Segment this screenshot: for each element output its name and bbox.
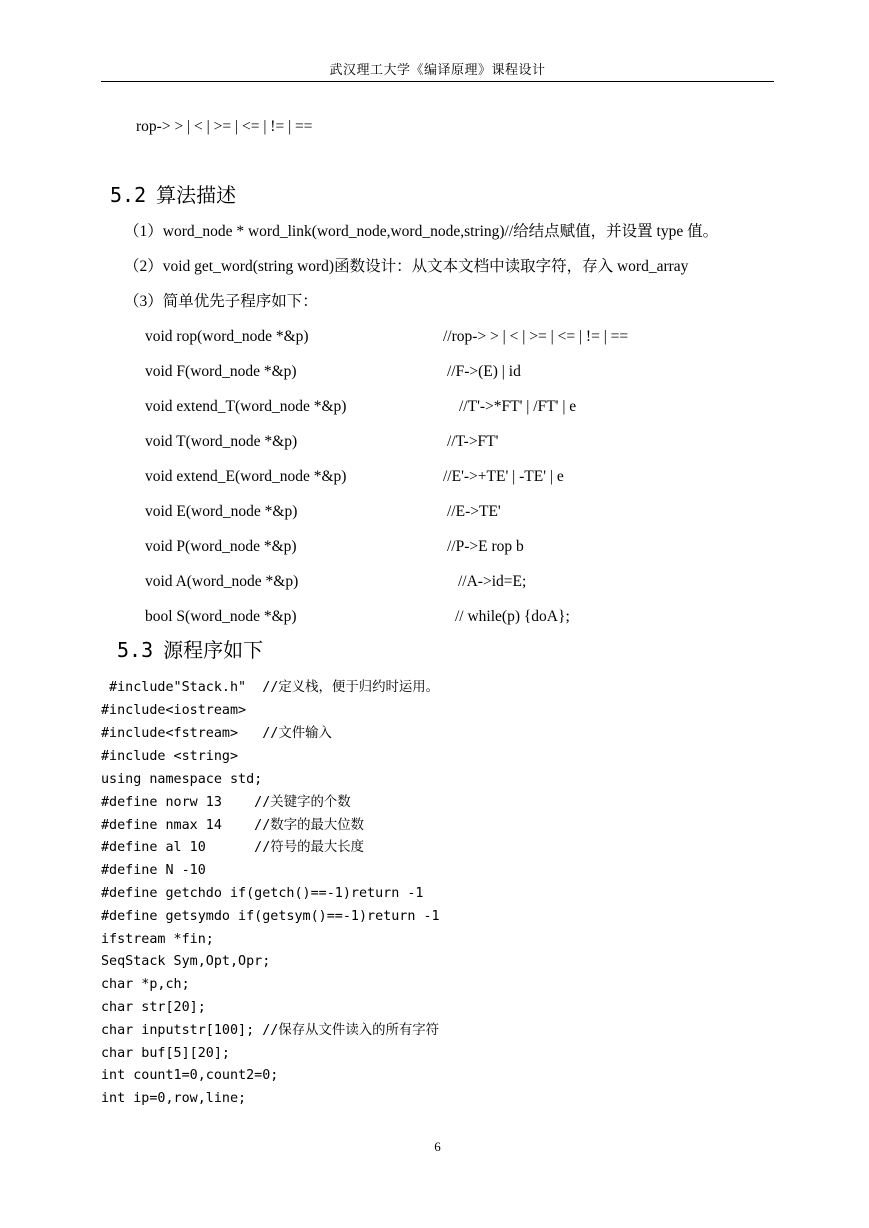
function-comment: //A->id=E;: [458, 573, 527, 590]
code-line: char buf[5][20];: [101, 1046, 230, 1061]
code-line: using namespace std;: [101, 772, 263, 787]
function-signature: void P(word_node *&p): [145, 538, 297, 555]
function-signature: void extend_E(word_node *&p): [145, 468, 347, 485]
code-line: ifstream *fin;: [101, 932, 214, 947]
code-line: #include <string>: [101, 749, 239, 764]
code-line: char inputstr[100]; //保存从文件读入的所有字符: [101, 1023, 440, 1038]
code-line: int count1=0,count2=0;: [101, 1068, 279, 1083]
code-line: char str[20];: [101, 1000, 206, 1015]
section-5-3-number: 5.3: [117, 638, 154, 662]
code-line: #define al 10 //符号的最大长度: [101, 840, 365, 855]
function-signature: void T(word_node *&p): [145, 433, 298, 450]
function-signature: void E(word_node *&p): [145, 503, 298, 520]
algorithm-item-1: （1）word_node * word_link(word_node,word_node,string)//给结点赋值，并设置 type 值。: [124, 223, 719, 240]
function-comment: //F->(E) | id: [447, 363, 521, 380]
function-signature: void F(word_node *&p): [145, 363, 297, 380]
code-line: #include<fstream> //文件输入: [101, 726, 332, 741]
function-signature: void extend_T(word_node *&p): [145, 398, 347, 415]
function-comment: //E->TE': [447, 503, 501, 520]
section-5-2-number: 5.2: [110, 183, 147, 207]
function-comment: //rop-> > | < | >= | <= | != | ==: [443, 328, 629, 345]
code-line: #define getchdo if(getch()==-1)return -1: [101, 886, 424, 901]
code-line: SeqStack Sym,Opt,Opr;: [101, 954, 271, 969]
header-rule: [101, 81, 774, 82]
code-line: #define norw 13 //关键字的个数: [101, 795, 351, 810]
function-comment: //T->FT': [447, 433, 499, 450]
function-comment: //E'->+TE' | -TE' | e: [443, 468, 564, 485]
function-comment: // while(p) {doA};: [455, 608, 570, 625]
section-5-2-title: 算法描述: [156, 183, 237, 207]
section-5-3-title: 源程序如下: [163, 638, 264, 662]
function-comment: //P->E rop b: [447, 538, 524, 555]
function-comment: //T'->*FT' | /FT' | e: [459, 398, 577, 415]
function-signature: void rop(word_node *&p): [145, 328, 309, 345]
algorithm-item-3: （3）简单优先子程序如下：: [124, 293, 318, 310]
code-line: char *p,ch;: [101, 977, 190, 992]
function-signature: void A(word_node *&p): [145, 573, 299, 590]
code-line: #include"Stack.h" //定义栈，便于归约时运用。: [101, 680, 440, 695]
code-line: #include<iostream>: [101, 703, 247, 718]
code-line: #define nmax 14 //数字的最大位数: [101, 818, 365, 833]
grammar-rop-line: rop-> > | < | >= | <= | != | ==: [136, 118, 313, 135]
page-number: 6: [434, 1139, 441, 1154]
code-line: #define N -10: [101, 863, 206, 878]
function-signature: bool S(word_node *&p): [145, 608, 297, 625]
section-5-3-heading: [117, 636, 263, 664]
code-line: #define getsymdo if(getsym()==-1)return -1: [101, 909, 440, 924]
section-5-2-heading: [110, 181, 236, 209]
code-line: int ip=0,row,line;: [101, 1091, 247, 1106]
algorithm-item-2: （2）void get_word(string word)函数设计：从文本文档中读取字符，存入 word_array: [124, 258, 689, 275]
page-header: 武汉理工大学《编译原理》课程设计: [329, 62, 546, 77]
